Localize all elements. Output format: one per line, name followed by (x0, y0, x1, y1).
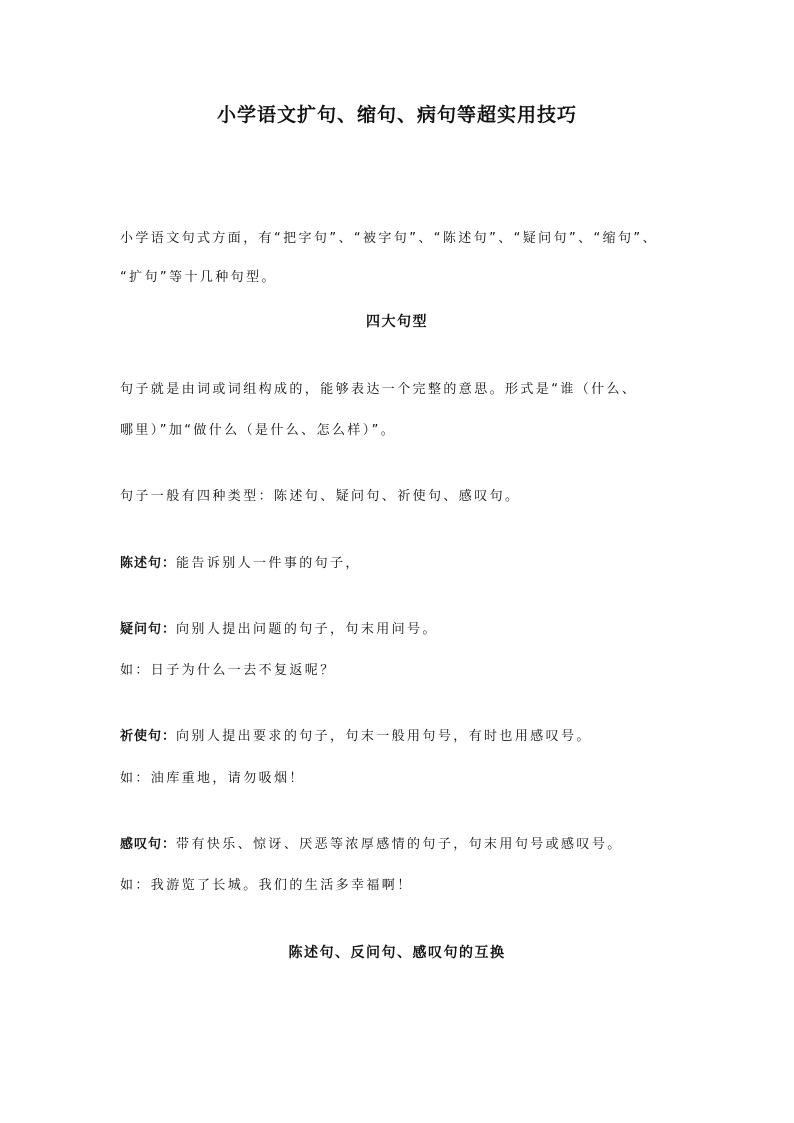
interrogative-text: 向别人提出问题的句子，句末用问号。 (176, 622, 438, 637)
definition-line-1: 句子就是由词或词组构成的，能够表达一个完整的意思。形式是“谁（什么、 (120, 382, 638, 397)
declarative-term: 陈述句： (120, 556, 177, 571)
imperative-example: 如：油库重地，请勿吸烟！ (120, 771, 305, 786)
declarative-text: 能告诉别人一件事的句子， (176, 556, 361, 571)
intro-line-2: “扩句”等十几种句型。 (120, 270, 277, 285)
exclamatory-text: 带有快乐、惊讶、厌恶等浓厚感情的句子，句末用句号或感叹号。 (176, 837, 623, 852)
exclamatory-paragraph (120, 835, 623, 855)
intro-line-1: 小学语文句式方面，有“把字句”、“被字句”、“陈述句”、“疑问句”、“缩句”、 (120, 231, 658, 246)
imperative-term: 祈使句： (120, 729, 177, 744)
exclamatory-term: 感叹句： (120, 837, 177, 852)
imperative-text: 向别人提出要求的句子，句末一般用句号，有时也用感叹号。 (176, 729, 592, 744)
imperative-paragraph (120, 727, 592, 747)
interrogative-term: 疑问句： (120, 622, 177, 637)
interrogative-paragraph (120, 620, 438, 640)
declarative-paragraph (120, 554, 361, 574)
types-line: 句子一般有四种类型：陈述句、疑问句、祈使句、感叹句。 (120, 489, 521, 504)
section-heading-four-sentence-types: 四大句型 (366, 314, 428, 330)
interrogative-example: 如：日子为什么一去不复返呢？ (120, 663, 336, 678)
exclamatory-example: 如：我游览了长城。我们的生活多幸福啊！ (120, 878, 413, 893)
document-title: 小学语文扩句、缩句、病句等超实用技巧 (216, 104, 577, 126)
definition-line-2: 哪里）”加“做什么（是什么、怎么样）”。 (120, 423, 397, 438)
section-heading-sentence-conversion: 陈述句、反问句、感叹句的互换 (288, 945, 506, 961)
